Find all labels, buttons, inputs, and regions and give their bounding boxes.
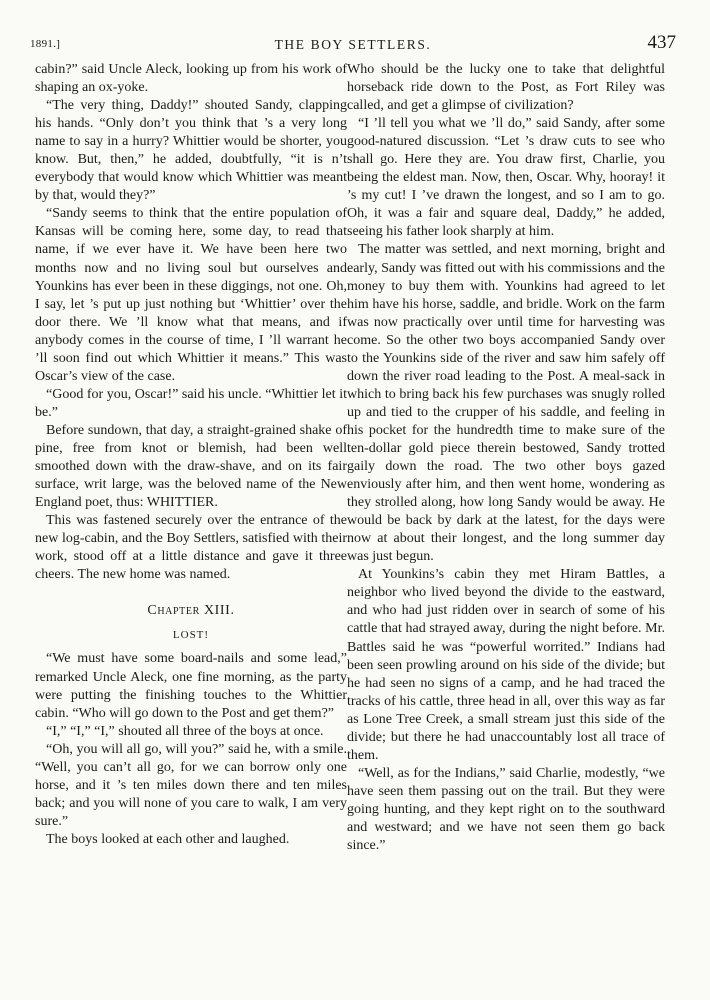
left-column [35, 61, 347, 849]
paragraph: “Sandy seems to think that the entire population of Kansas will be coming here, some day, to read that name, if we ever have it. We have been here two months now and no living soul but ourselves and Younkins has ever been in these diggings, not one. Oh, I say, let ’s put up just nothing but ‘Whittier’ over the door there. We ’ll know what that means, and if anybody comes in the course of time, I ’ll warrant he ’ll soon find out which Whittier it means.” This was Oscar’s view of the case. [35, 206, 347, 384]
paragraph: “Oh, you will all go, will you?” said he, with a smile. “Well, you can’t all go, for we can borrow only one horse, and it ’s ten miles down there and ten miles back; and you will none of you care to walk, I am very sure.” [35, 741, 347, 829]
paragraph: The boys looked at each other and laughed. [46, 831, 290, 847]
running-header [30, 32, 676, 56]
chapter-heading: Chapter XIII. [147, 603, 235, 619]
paragraph: “Good for you, Oscar!” said his uncle. “Whittier let it be.” [35, 386, 347, 420]
paragraph: “The very thing, Daddy!” shouted Sandy, clapping his hands. “Only don’t you think that ’s a very long name to say in a hurry? Whittier would be shorter, you know. But, then,” he added, doubtfully, “it is n’t everybody that would know which Whittier was meant by that, would they?” [35, 98, 347, 204]
paragraph: The matter was settled, and next morning, bright and early, Sandy was fitted out with his commissions and the money to buy them with. Younkins had agreed to let him have his horse, saddle, and bridle. Work on the farm was now practically over until time for harvesting was come. So the other two boys accompanied Sandy over to the Younkins side of the river and saw him safely off down the river road leading to the Post. A meal-sack in which to bring back his few purchases was snugly rolled up and tied to the crupper of his saddle, and feeling in his pocket for the hundredth time to make sure of the ten-dollar gold piece therein bestowed, Sandy trotted gaily down the road. The two other boys gazed enviously after him, and then went home, wondering as they strolled along, how long Sandy would be away. He would be back by dark at the latest, for the days were now at about their longest, and the long summer day was just begun. [347, 242, 665, 565]
paragraph: “We must have some board-nails and some lead,” remarked Uncle Aleck, one fine morning, as the party were putting the finishing touches to the Whittier cabin. “Who will go down to the Post and get them?” [35, 651, 347, 721]
paragraph: At Younkins’s cabin they met Hiram Battles, a neighbor who lived beyond the divide to the eastward, and who had just ridden over in search of some of his cattle that had strayed away, during the night before. Mr. Battles said he was “powerful worrited.” Indians had been seen prowling around on his side of the divide; but he had seen no signs of a camp, and he had traced the tracks of his cattle, three head in all, over this way as far as Lone Tree Creek, a small stream just this side of the divide; but there he had unaccountably lost all trace of them. [347, 567, 665, 763]
header-year: 1891.] [30, 38, 61, 50]
paragraph: Before sundown, that day, a straight-grained shake of pine, free from knot or blemish, had been well smoothed down with the draw-shave, and on its fair surface, writ large, was the beloved name of the New England poet, thus: WHITTIER. [35, 422, 347, 511]
paragraph: “I,” “I,” “I,” shouted all three of the boys at once. [46, 723, 324, 739]
right-column [347, 61, 665, 855]
page-number: 437 [647, 32, 676, 53]
paragraph: Who should be the lucky one to take that delightful horseback ride down to the Post, as Fort Riley was called, and get a glimpse of civilization? [347, 62, 665, 114]
paragraph: This was fastened securely over the entrance of the new log-cabin, and the Boy Settlers, satisfied with their work, stood off at a little distance and gave it three cheers. The new home was named. [35, 513, 347, 583]
paragraph: “Well, as for the Indians,” said Charlie, modestly, “we have seen them passing out on the trail. But they were going hunting, and they kept right on to the southward and westward; and we have not seen them go back since.” [347, 765, 665, 854]
paragraph: cabin?” said Uncle Aleck, looking up from his work of shaping an ox-yoke. [35, 62, 347, 96]
header-title: THE BOY SETTLERS. [274, 37, 432, 52]
chapter-subtitle: LOST! [172, 629, 210, 642]
paragraph: “I ’ll tell you what we ’ll do,” said Sandy, after some good-natured discussion. “Let ’s draw cuts to see who shall go. Here they are. You draw first, Charlie, you being the eldest man. Now, then, Oscar. Why, hooray! it ’s my cut! I ’ve drawn the longest, and so I am to go. Oh, it was a fair and square deal, Daddy,” he added, seeing his father look sharply at him. [347, 116, 665, 240]
